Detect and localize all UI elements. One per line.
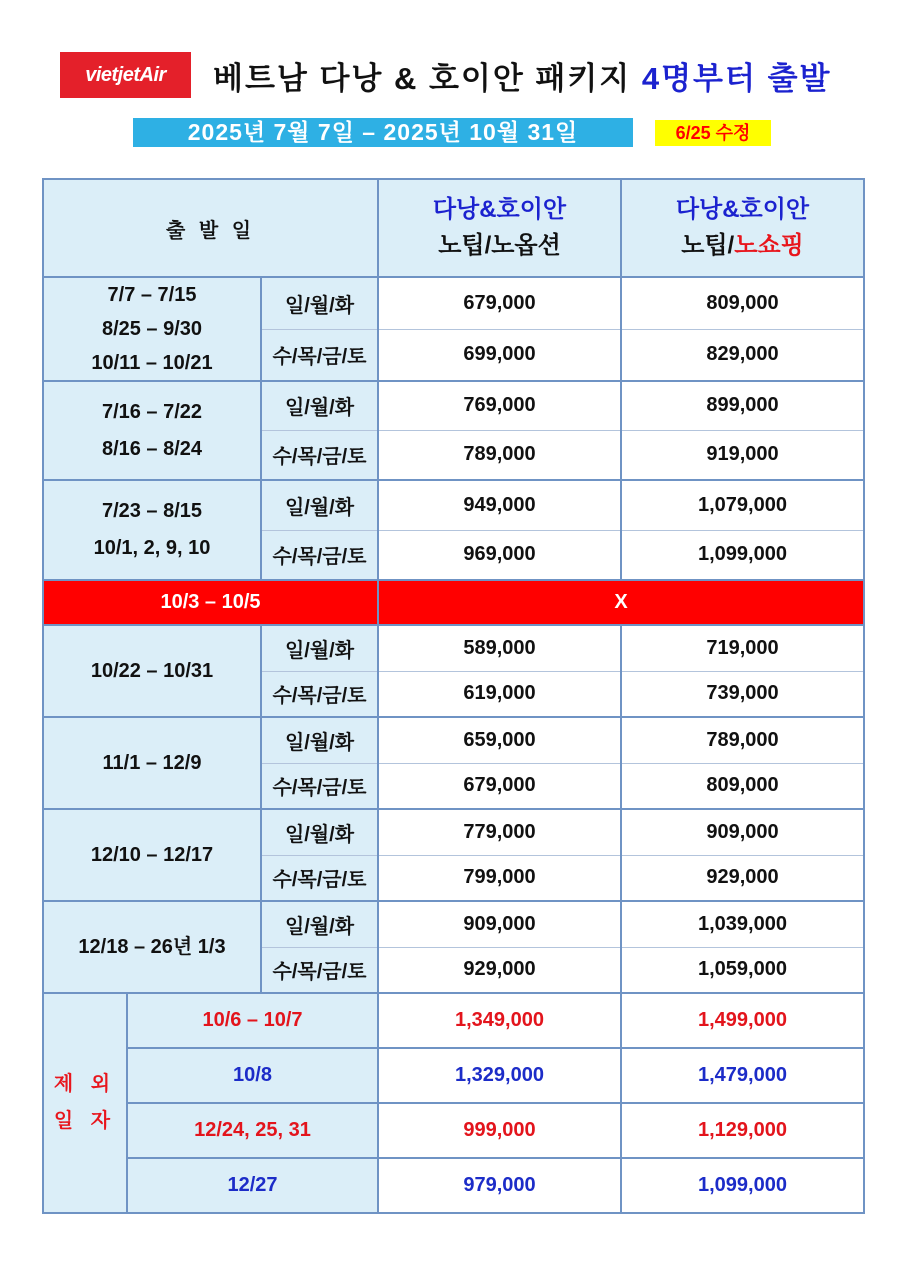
date-range: 7/23 – 8/15 [101,500,203,522]
price-package-b: 789,000 [621,717,864,763]
price-package-b: 739,000 [621,671,864,717]
price-package-b: 809,000 [621,763,864,809]
date-range-cell [43,809,261,901]
weekday-label: 수/목/금/토 [261,430,378,480]
price-package-b: 1,099,000 [621,530,864,580]
excluded-section-label [43,993,127,1213]
price-package-b: 929,000 [621,855,864,901]
date-range: 12/18 – 26년 1/3 [78,936,226,958]
excluded-row [43,1103,864,1158]
weekday-label: 수/목/금/토 [261,763,378,809]
price-package-a: 769,000 [378,381,621,430]
excluded-row [43,1158,864,1213]
weekday-label: 일/월/화 [261,717,378,763]
blocked-dates: 10/3 – 10/5 [43,580,378,625]
blocked-mark: X [378,580,864,625]
date-range: 10/11 – 10/21 [91,352,213,374]
price-package-a: 679,000 [378,277,621,329]
price-package-a: 979,000 [378,1158,621,1213]
weekday-label: 수/목/금/토 [261,855,378,901]
package-b-header [621,179,864,277]
excluded-date: 10/8 [127,1048,378,1103]
price-package-b: 1,129,000 [621,1103,864,1158]
revision-badge: 6/25 수정 [655,120,771,146]
price-package-b: 1,099,000 [621,1158,864,1213]
package-b-terms-prefix: 노팁/ [681,232,735,259]
price-row [43,277,864,329]
date-range-cell [43,717,261,809]
price-package-b: 1,479,000 [621,1048,864,1103]
package-b-name: 다낭&호이안 [675,196,810,223]
vietjet-logo [60,52,191,98]
date-range: 12/10 – 12/17 [90,844,214,866]
blocked-row [43,580,864,625]
package-b-terms-highlight: 노쇼핑 [734,232,804,259]
price-package-b: 1,039,000 [621,901,864,947]
date-range: 8/16 – 8/24 [101,437,203,460]
price-package-a: 699,000 [378,329,621,381]
date-range-cell [43,625,261,717]
weekday-label: 수/목/금/토 [261,947,378,993]
price-package-b: 829,000 [621,329,864,381]
price-package-a: 969,000 [378,530,621,580]
excluded-row [43,993,864,1048]
package-a-header [378,179,621,277]
date-range-cell [43,277,261,381]
date-range-cell [43,901,261,993]
price-package-a: 949,000 [378,480,621,530]
price-table [42,178,865,1214]
date-range: 7/7 – 7/15 [107,284,197,306]
weekday-label: 일/월/화 [261,901,378,947]
price-package-a: 999,000 [378,1103,621,1158]
period-banner: 2025년 7월 7일 – 2025년 10월 31일 [133,118,633,147]
package-b-terms [622,228,863,264]
price-row [43,480,864,530]
weekday-label: 일/월/화 [261,625,378,671]
price-package-b: 1,499,000 [621,993,864,1048]
price-package-a: 589,000 [378,625,621,671]
price-package-a: 1,329,000 [378,1048,621,1103]
price-package-a: 799,000 [378,855,621,901]
excluded-label-line: 제 외 [53,1073,117,1095]
title-main: 베트남 다낭 & 호이안 패키지 [213,61,632,96]
weekday-label: 일/월/화 [261,381,378,430]
excluded-row [43,1048,864,1103]
weekday-label: 수/목/금/토 [261,530,378,580]
date-range-cell [43,480,261,580]
date-range-cell [43,381,261,480]
page-title [213,57,831,101]
price-package-b: 1,079,000 [621,480,864,530]
price-package-b: 909,000 [621,809,864,855]
price-row [43,625,864,671]
price-package-a: 679,000 [378,763,621,809]
weekday-label: 일/월/화 [261,277,378,329]
title-highlight: 4명부터 출발 [641,61,832,96]
date-range: 10/1, 2, 9, 10 [93,537,211,559]
price-package-b: 919,000 [621,430,864,480]
price-package-a: 929,000 [378,947,621,993]
price-row [43,717,864,763]
package-a-terms: 노팁/노옵션 [438,232,561,259]
excluded-date: 10/6 – 10/7 [127,993,378,1048]
weekday-label: 일/월/화 [261,480,378,530]
price-package-b: 809,000 [621,277,864,329]
date-range: 7/16 – 7/22 [101,400,203,423]
price-package-a: 909,000 [378,901,621,947]
price-package-a: 1,349,000 [378,993,621,1048]
price-package-a: 779,000 [378,809,621,855]
price-package-b: 1,059,000 [621,947,864,993]
price-row [43,809,864,855]
date-range: 8/25 – 9/30 [101,318,203,340]
price-package-a: 619,000 [378,671,621,717]
package-a-name: 다낭&호이안 [432,196,567,223]
price-package-b: 719,000 [621,625,864,671]
logo-wordmark: vietjetAir [85,63,166,86]
price-package-b: 899,000 [621,381,864,430]
excluded-date: 12/27 [127,1158,378,1213]
price-package-a: 789,000 [378,430,621,480]
price-package-a: 659,000 [378,717,621,763]
departure-header: 출 발 일 [43,179,378,277]
excluded-label-line: 일 자 [53,1110,117,1132]
weekday-label: 수/목/금/토 [261,671,378,717]
table-header-row [43,179,864,277]
price-row [43,901,864,947]
excluded-date: 12/24, 25, 31 [127,1103,378,1158]
date-range: 11/1 – 12/9 [102,752,202,774]
price-row [43,381,864,430]
weekday-label: 수/목/금/토 [261,329,378,381]
weekday-label: 일/월/화 [261,809,378,855]
date-range: 10/22 – 10/31 [90,660,214,682]
